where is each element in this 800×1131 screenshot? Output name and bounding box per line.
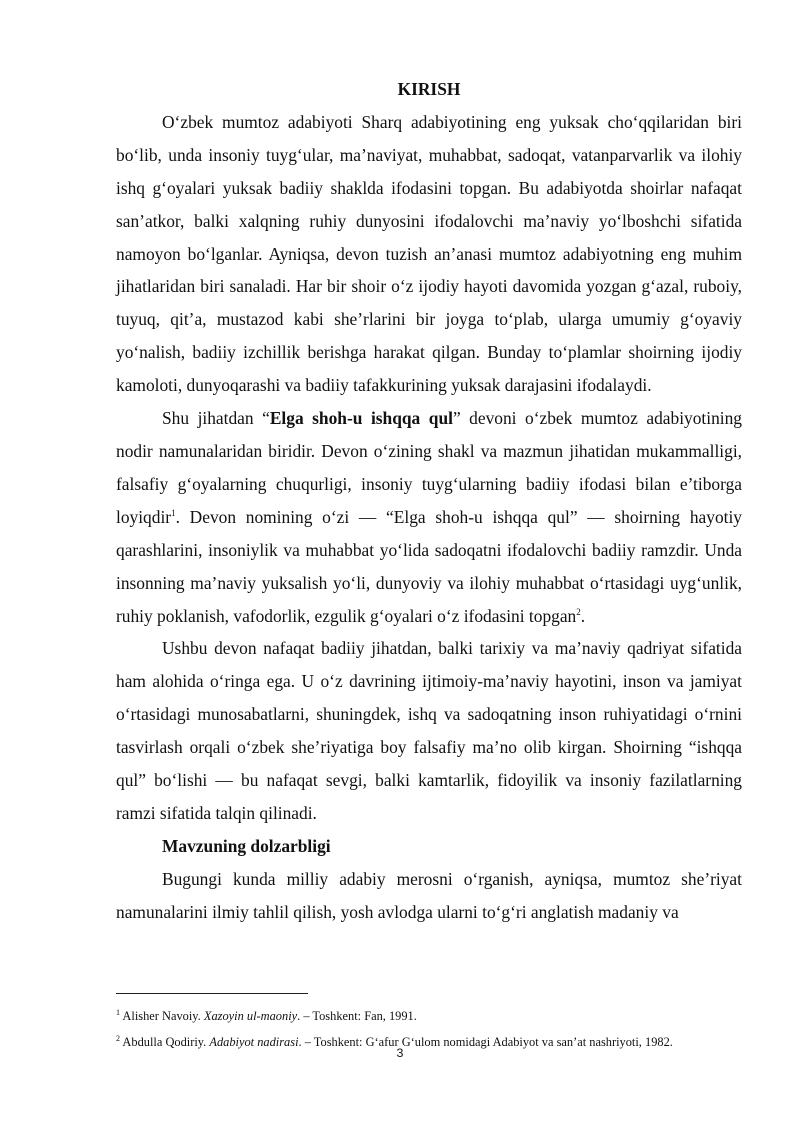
p2-text-end: . (580, 605, 586, 626)
footnote-publication: . – Toshkent: G‘afur G‘ulom nomidagi Adabiyot va san’at nashriyoti, 1982. (298, 1035, 673, 1049)
subsection-heading: Mavzuning dolzarbligi (162, 835, 331, 856)
footnote-work-title: Adabiyot nadirasi (209, 1035, 299, 1049)
footnote-ref-2[interactable]: 2 (576, 606, 581, 617)
footnote-work-title: Xazoyin ul-maoniy (203, 1009, 298, 1023)
footnote-separator (116, 993, 308, 994)
paragraph-devon (116, 402, 742, 632)
footnote-ref-1[interactable]: 1 (171, 507, 176, 518)
body-text (116, 73, 742, 929)
paragraph-intro: O‘zbek mumtoz adabiyoti Sharq adabiyotining eng yuksak cho‘qqilaridan biri bo‘lib, unda insoniy tuyg‘ular, ma’naviyat, muhabbat, sadoqat, vatanparvarlik va ilohiy ishq g‘oyalari yuksak badiiy shaklda ifodasini topgan. Bu adabiyotda shoirlar nafaqat san’atkor, balki xalqning ruhiy dunyosini ifodalovchi ma’naviy yo‘lboshchi sifatida namoyon bo‘lganlar. Ayniqsa, devon tuzish an’anasi mumtoz adabiyotning eng muhim jihatlaridan biri sanaladi. Har bir shoir o‘z ijodiy hayoti davomida yozgan g‘azal, ruboiy, tuyuq, qit’a, mustazod kabi she’rlarini bir joyga to‘plab, ularga umumiy g‘oyaviy yo‘nalish, badiiy izchillik berishga harakat qilgan. Bunday to‘plamlar shoirning ijodiy kamoloti, dunyoqarashi va badiiy tafakkurining yuksak darajasini ifodalaydi. (116, 111, 742, 396)
footnote-publication: . – Toshkent: Fan, 1991. (297, 1009, 417, 1023)
footnote-1 (116, 1003, 742, 1029)
footnote-author: Alisher Navoiy. (122, 1009, 204, 1023)
devon-title-bold: Elga shoh-u ishqqa qul (269, 408, 453, 429)
footnote-number: 2 (116, 1034, 120, 1043)
p2-text-after: . Devon nomining o‘zi — “Elga shoh-u ishqqa qul” — shoirning hayotiy qarashlarini, insoniylik va muhabbat yo‘lida sadoqatni ifodalovchi badiiy ramzdir. Unda insonning ma’naviy yuksalish yo‘li, dunyoviy va ilohiy muhabbat o‘rtasidagi uyg‘unlik, ruhiy poklanish, vafodorlik, ezgulik g‘oyalari o‘z ifodasini topgan (116, 506, 742, 626)
p2-text-middle: ” devoni o‘zbek mumtoz adabiyotining nodir namunalaridan biridir. Devon o‘zining shakl va mazmun jihatidan mukammalligi, falsafiy g‘oyalarning chuqurligi, insoniy tuyg‘ularning badiiy ifodasi bilan e’tiborga loyiqdir (116, 408, 742, 527)
paragraph-relevance: Bugungi kunda milliy adabiy merosni o‘rganish, ayniqsa, mumtoz she’riyat namunalarini ilmiy tahlil qilish, yosh avlodga ularni to‘g‘ri anglatish madaniy va (116, 868, 742, 922)
page-number: 3 (396, 1046, 404, 1060)
paragraph-value: Ushbu devon nafaqat badiiy jihatdan, balki tarixiy va ma’naviy qadriyat sifatida ham alohida o‘ringa ega. U o‘z davrining ijtimoiy-ma’naviy hayotini, inson va jamiyat o‘rtasidagi munosabatlarni, shuningdek, ishq va sadoqatning inson ruhiyatidagi o‘rnini tasvirlash orqali o‘zbek she’riyatiga boy falsafiy ma’no olib kirgan. Shoirning “ishqqa qul” bo‘lishi — bu nafaqat sevgi, balki kamtarlik, fidoyilik va insoniy fazilatlarning ramzi sifatida talqin qilinadi. (116, 638, 742, 823)
section-title: KIRISH (397, 79, 461, 99)
p2-text-before: Shu jihatdan “ (162, 408, 270, 429)
footnote-number: 1 (116, 1008, 120, 1017)
footnote-author: Abdulla Qodiriy. (122, 1035, 210, 1049)
